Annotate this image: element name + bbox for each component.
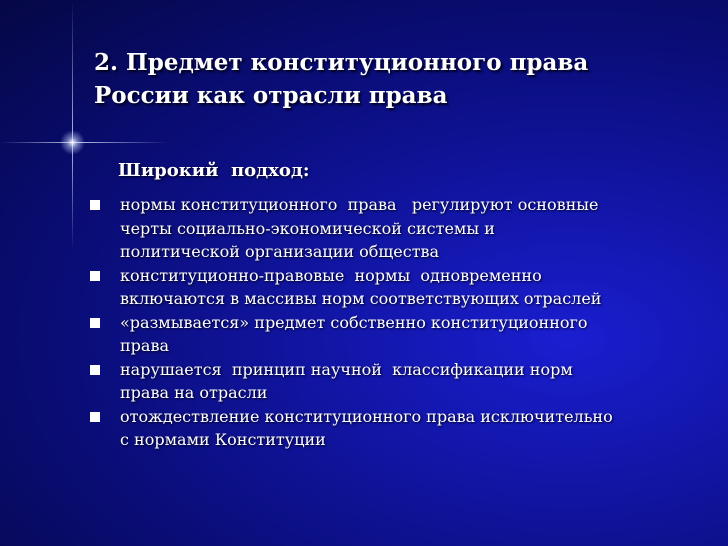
bullet-line: права (120, 336, 169, 355)
bullet-line: права на отрасли (120, 383, 268, 402)
bullet-line: черты социально-экономической системы и (120, 218, 495, 238)
bullet-item (90, 358, 690, 405)
bullet-line: включаются в массивы норм соответствующих отраслей (120, 289, 602, 308)
bullet-line: нормы конституционного права регулируют основные (120, 195, 599, 214)
bullet-item (90, 264, 690, 311)
bullet-line: политической организации общества (120, 242, 440, 261)
square-bullet-icon (90, 200, 100, 210)
bullet-line: отождествление конституционного права исключительно (120, 406, 613, 426)
bullet-item (90, 405, 690, 452)
lens-flare-vertical (72, 0, 73, 250)
square-bullet-icon (90, 412, 100, 422)
bullet-item (90, 193, 690, 264)
slide-title-line: России как отрасли права (94, 82, 448, 109)
bullet-list (90, 193, 690, 452)
square-bullet-icon (90, 318, 100, 328)
lens-flare-glow (60, 130, 85, 155)
subheading: Широкий подход: (118, 160, 310, 181)
square-bullet-icon (90, 271, 100, 281)
bullet-line: с нормами Конституции (120, 430, 326, 449)
bullet-item (90, 311, 690, 358)
slide-title (94, 46, 714, 112)
bullet-line: конституционно-правовые нормы одновременно (120, 265, 542, 285)
slide-title-line: 2. Предмет конституционного права (94, 49, 589, 76)
square-bullet-icon (90, 365, 100, 375)
bullet-line: «размывается» предмет собственно конституционного (120, 312, 588, 332)
bullet-line: нарушается принцип научной классификации норм (120, 359, 573, 379)
